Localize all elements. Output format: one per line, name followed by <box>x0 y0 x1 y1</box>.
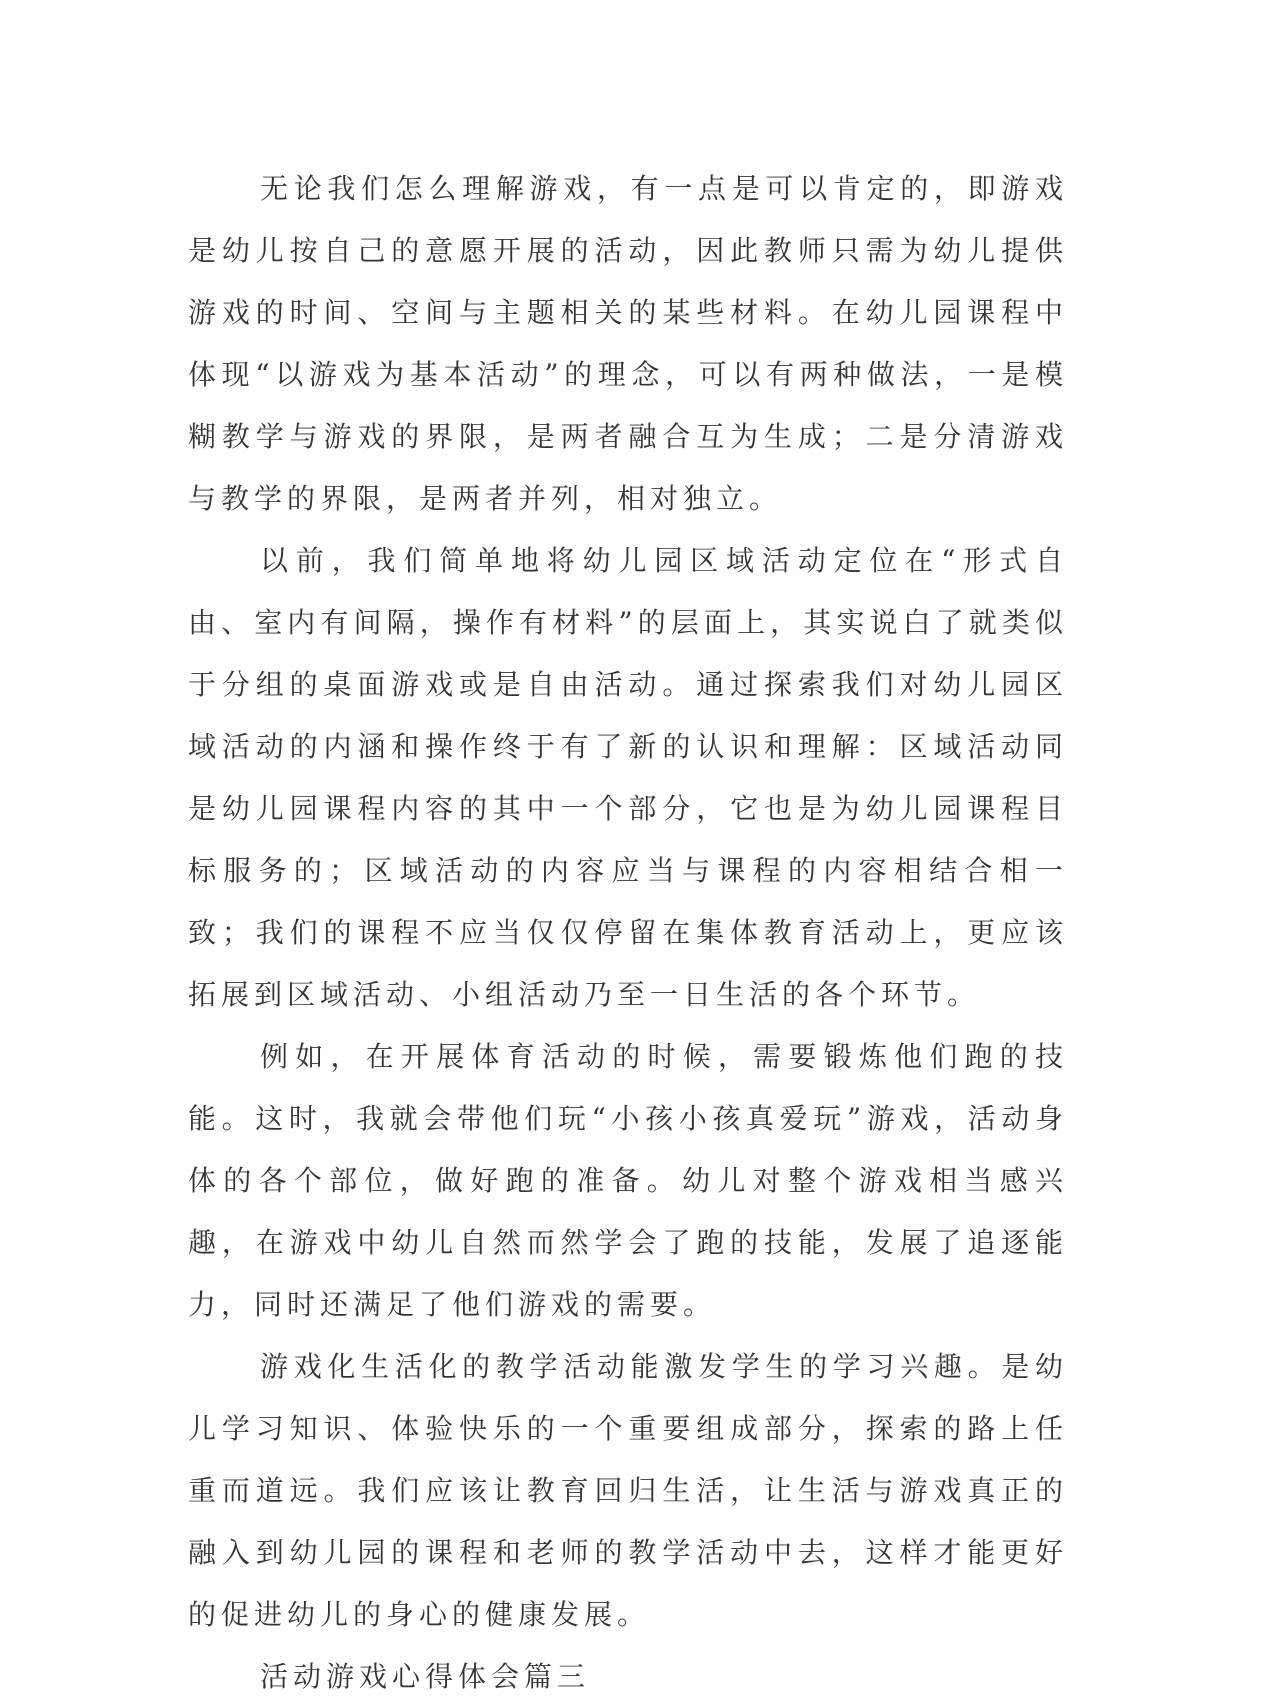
document-body <box>188 158 1068 1708</box>
paragraph-1: 无论我们怎么理解游戏，有一点是可以肯定的，即游戏是幼儿按自己的意愿开展的活动，因此教师只需为幼儿提供游戏的时间、空间与主题相关的某些材料。在幼儿园课程中体现“以游戏为基本活动”的理念，可以有两种做法，一是模糊教学与游戏的界限，是两者融合互为生成；二是分清游戏与教学的界限，是两者并列，相对独立。 <box>188 172 1068 515</box>
section-heading: 活动游戏心得体会篇三 <box>260 1660 591 1693</box>
paragraph-2: 以前，我们简单地将幼儿园区域活动定位在“形式自由、室内有间隔，操作有材料”的层面上，其实说白了就类似于分组的桌面游戏或是自由活动。通过探索我们对幼儿园区域活动的内涵和操作终于有了新的认识和理解：区域活动同是幼儿园课程内容的其中一个部分，它也是为幼儿园课程目标服务的；区域活动的内容应当与课程的内容相结合相一致；我们的课程不应当仅仅停留在集体教育活动上，更应该拓展到区域活动、小组活动乃至一日生活的各个环节。 <box>188 544 1068 1011</box>
paragraph-3: 例如，在开展体育活动的时候，需要锻炼他们跑的技能。这时，我就会带他们玩“小孩小孩真爱玩”游戏，活动身体的各个部位，做好跑的准备。幼儿对整个游戏相当感兴趣，在游戏中幼儿自然而然学会了跑的技能，发展了追逐能力，同时还满足了他们游戏的需要。 <box>188 1040 1068 1321</box>
paragraph-4: 游戏化生活化的教学活动能激发学生的学习兴趣。是幼儿学习知识、体验快乐的一个重要组成部分，探索的路上任重而道远。我们应该让教育回归生活，让生活与游戏真正的融入到幼儿园的课程和老师的教学活动中去，这样才能更好的促进幼儿的身心的健康发展。 <box>188 1350 1068 1631</box>
